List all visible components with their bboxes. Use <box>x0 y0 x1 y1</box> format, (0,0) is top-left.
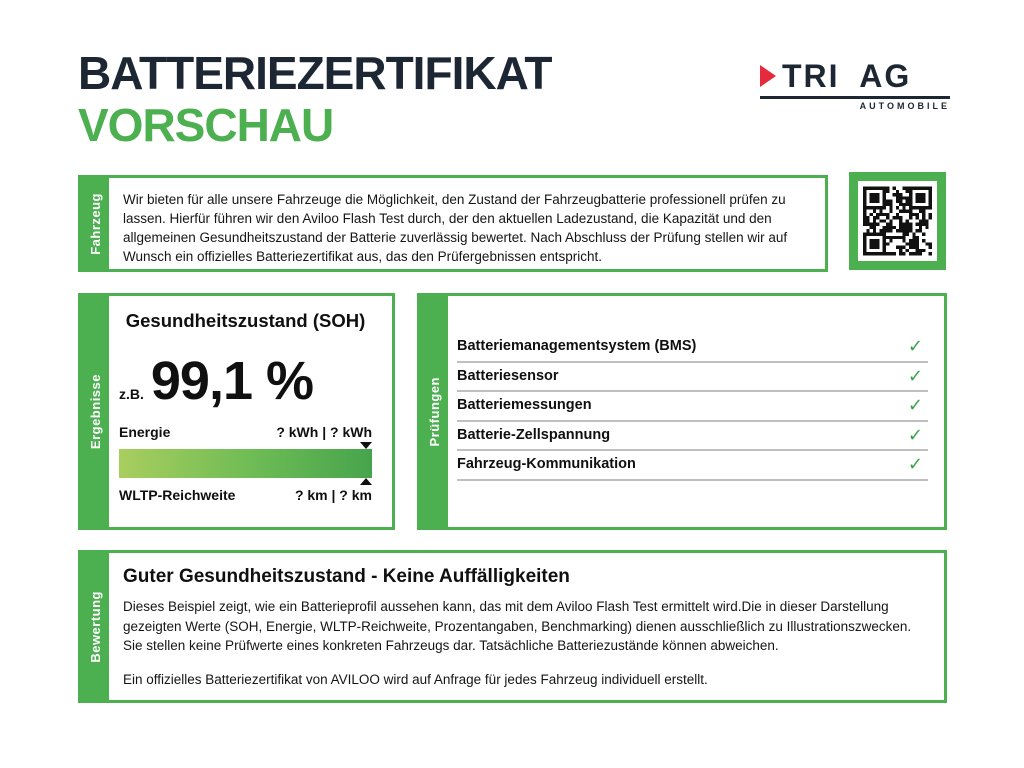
soh-value: 99,1 % <box>150 351 314 411</box>
section-ergebnisse <box>78 293 395 530</box>
logo-triangle-icon <box>760 65 776 87</box>
qr-code-frame <box>849 172 946 270</box>
check-row-label: Batteriemessungen <box>457 397 592 414</box>
soh-title: Gesundheitszustand (SOH) <box>125 310 366 331</box>
section-pruefungen <box>417 293 947 530</box>
check-row-label: Batteriesensor <box>457 367 559 384</box>
tab-fahrzeug-label: Fahrzeug <box>87 192 103 255</box>
bewertung-heading: Guter Gesundheitszustand - Keine Auffälligkeiten <box>123 566 570 587</box>
soh-gradient-bar <box>119 449 372 478</box>
soh-example-prefix: z.B. <box>119 386 144 402</box>
company-logo <box>760 60 950 111</box>
check-row-label: Batterie-Zellspannung <box>457 426 611 443</box>
section-bewertung <box>78 550 947 703</box>
energy-value: ? kWh | ? kWh <box>276 424 372 440</box>
checks-list <box>448 296 944 481</box>
check-row <box>457 363 928 393</box>
check-row <box>457 392 928 422</box>
tab-fahrzeug <box>81 178 109 269</box>
logo-text: TRI AG <box>782 58 912 94</box>
page-title <box>78 48 551 151</box>
check-row <box>457 422 928 452</box>
tab-ergebnisse-label: Ergebnisse <box>87 373 103 450</box>
check-icon: ✓ <box>907 395 923 416</box>
bewertung-paragraph-2: Ein offizielles Batteriezertifikat von AVILOO wird auf Anfrage für jedes Fahrzeug individuell erstellt. <box>123 671 708 687</box>
logo-subtitle: AUTOMOBILE <box>859 101 950 111</box>
tab-bewertung-label: Bewertung <box>87 590 103 663</box>
check-row-label: Batteriemanagementsystem (BMS) <box>457 338 697 355</box>
qr-code-icon <box>858 181 937 261</box>
tab-pruefungen-label: Prüfungen <box>426 376 442 447</box>
check-icon: ✓ <box>907 365 923 386</box>
page-title-line2: VORSCHAU <box>78 98 334 151</box>
tab-bewertung <box>81 553 109 700</box>
bewertung-paragraph-1: Dieses Beispiel zeigt, wie ein Batterieprofil aussehen kann, das mit dem Aviloo Flash Test ermittelt wird.Die in dieser Darstellung gezeigten Werte (SOH, Energie, WLTP-Reichweite, Prozentangaben, Benchmarking) dienen ausschließlich zu Illustrationszwecken. Sie stellen keine Prüfwerte eines konkreten Fahrzeugs dar. Tatsächliche Batteriezustände können abweichen. <box>123 599 912 653</box>
check-row <box>457 333 928 363</box>
section-fahrzeug <box>78 175 828 272</box>
range-label: WLTP-Reichweite <box>119 487 236 503</box>
energy-label: Energie <box>119 424 171 440</box>
check-row <box>457 451 928 481</box>
tab-ergebnisse <box>81 296 109 527</box>
tab-pruefungen <box>420 296 448 527</box>
check-row-label: Fahrzeug-Kommunikation <box>457 456 636 473</box>
page-title-line1: BATTERIEZERTIFIKAT <box>78 47 552 99</box>
soh-gradient-bar-wrap <box>119 449 372 478</box>
check-icon: ✓ <box>907 424 923 445</box>
range-row <box>119 487 372 503</box>
logo-underline <box>760 96 950 99</box>
range-value: ? km | ? km <box>294 487 372 503</box>
check-icon: ✓ <box>907 336 923 357</box>
energy-row <box>119 424 372 440</box>
marker-down-icon <box>360 442 372 449</box>
soh-value-row <box>119 351 372 411</box>
marker-up-icon <box>360 478 372 485</box>
check-icon: ✓ <box>907 454 923 475</box>
fahrzeug-description: Wir bieten für alle unsere Fahrzeuge die Möglichkeit, den Zustand der Fahrzeugbatterie professionell prüfen zu lassen. Hierfür führen wir den Aviloo Flash Test durch, der den aktuellen Ladezustand, die Kapazität und den allgemeinen Gesundheitszustand der Batterie zuverlässig bewertet. Nach Abschluss der Prüfung stellen wir auf Wunsch ein offizielles Batteriezertifikat aus, das den Prüfergebnissen entspricht. <box>123 192 788 264</box>
